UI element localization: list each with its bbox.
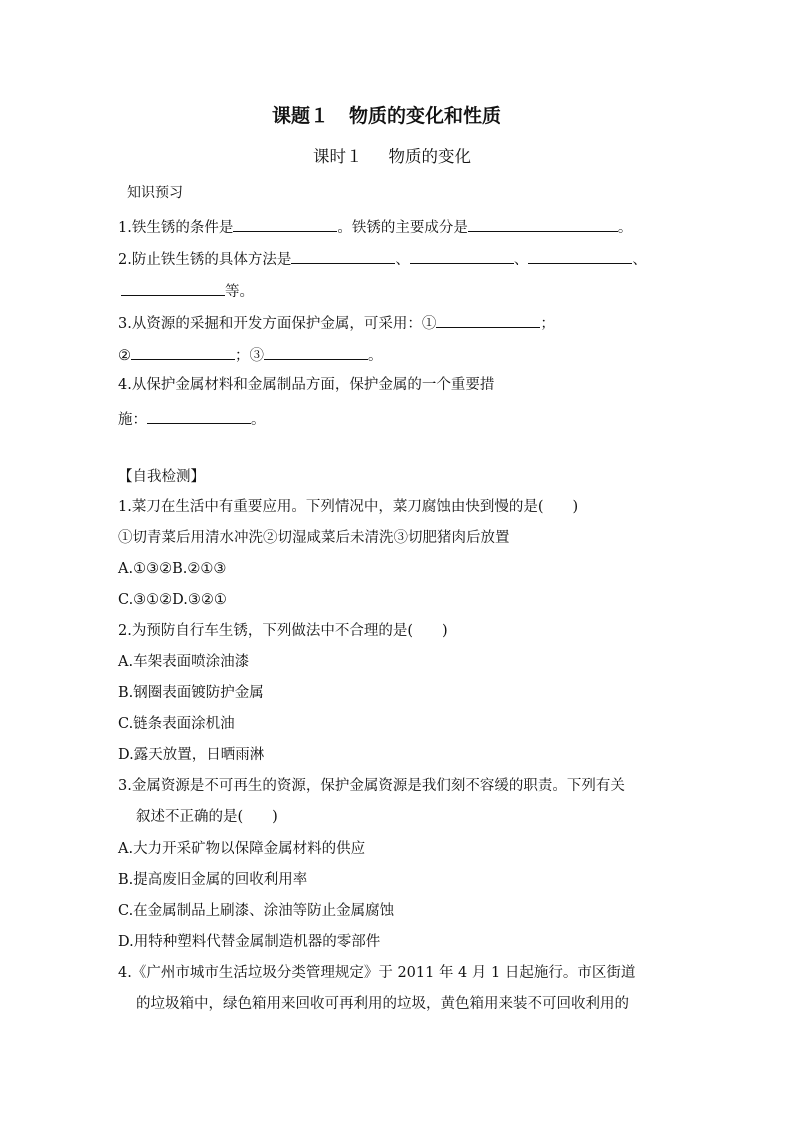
question-1-options-ab: A.①③②B.②①③ bbox=[118, 561, 227, 577]
answer-blank[interactable] bbox=[410, 250, 514, 264]
question-3-option-b: B.提高废旧金属的回收利用率 bbox=[118, 872, 308, 888]
preview-question-4: 4.从保护金属材料和金属制品方面，保护金属的一个重要措 bbox=[118, 377, 495, 393]
question-2: 2.为预防自行车生锈，下列做法中不合理的是( ) bbox=[118, 623, 448, 639]
preview-question-2-cont: 等。 bbox=[121, 282, 254, 300]
preview-question-3-cont: ② ；③ 。 bbox=[118, 348, 383, 364]
question-3-option-c: C.在金属制品上刷漆、涂油等防止金属腐蚀 bbox=[118, 903, 395, 919]
answer-blank[interactable] bbox=[436, 314, 540, 328]
answer-blank[interactable] bbox=[291, 250, 395, 264]
question-2-option-d: D.露天放置，日晒雨淋 bbox=[118, 747, 265, 763]
question-3: 3.金属资源是不可再生的资源，保护金属资源是我们刻不容缓的职责。下列有关 bbox=[118, 778, 625, 794]
answer-blank[interactable] bbox=[147, 410, 251, 424]
subtitle-number: 课时１ bbox=[313, 147, 363, 166]
question-3-option-d: D.用特种塑料代替金属制造机器的零部件 bbox=[118, 934, 381, 950]
page-title bbox=[272, 107, 501, 126]
answer-blank[interactable] bbox=[131, 346, 235, 360]
answer-blank[interactable] bbox=[528, 250, 632, 264]
preview-heading: 知识预习 bbox=[127, 185, 183, 201]
question-2-option-b: B.钢圈表面镀防护金属 bbox=[118, 685, 264, 701]
preview-question-3: 3.从资源的采掘和开发方面保护金属，可采用：① ； bbox=[118, 316, 555, 332]
question-4: 4.《广州市城市生活垃圾分类管理规定》于 2011 年 4 月 1 日起施行。市区街道 bbox=[118, 965, 636, 981]
page-subtitle bbox=[313, 149, 471, 166]
question-3-option-a: A.大力开采矿物以保障金属材料的供应 bbox=[118, 841, 366, 857]
preview-question-4-cont: 施： 。 bbox=[118, 412, 266, 428]
selfcheck-heading: 【自我检测】 bbox=[118, 469, 205, 485]
question-3-cont: 叙述不正确的是( ) bbox=[136, 809, 278, 825]
answer-blank[interactable] bbox=[233, 218, 337, 232]
question-2-option-c: C.链条表面涂机油 bbox=[118, 716, 235, 732]
subtitle-text: 物质的变化 bbox=[388, 147, 471, 166]
title-number: 课题１ bbox=[272, 105, 330, 127]
answer-blank[interactable] bbox=[121, 282, 225, 296]
answer-blank[interactable] bbox=[264, 346, 368, 360]
question-1: 1.菜刀在生活中有重要应用。下列情况中，菜刀腐蚀由快到慢的是( ) bbox=[118, 499, 579, 515]
question-2-option-a: A.车架表面喷涂油漆 bbox=[118, 654, 250, 670]
question-4-cont: 的垃圾箱中，绿色箱用来回收可再利用的垃圾，黄色箱用来装不可回收利用的 bbox=[136, 996, 629, 1012]
question-1-options-cd: C.③①②D.③②① bbox=[118, 592, 227, 608]
question-1-items: ①切青菜后用清水冲洗②切湿咸菜后未清洗③切肥猪肉后放置 bbox=[118, 530, 510, 546]
preview-question-1: 1.铁生锈的条件是 。铁锈的主要成分是 。 bbox=[118, 220, 633, 236]
preview-question-2: 2.防止铁生锈的具体方法是 、 、 、 bbox=[118, 252, 647, 268]
title-text: 物质的变化和性质 bbox=[349, 105, 502, 127]
answer-blank[interactable] bbox=[468, 218, 618, 232]
